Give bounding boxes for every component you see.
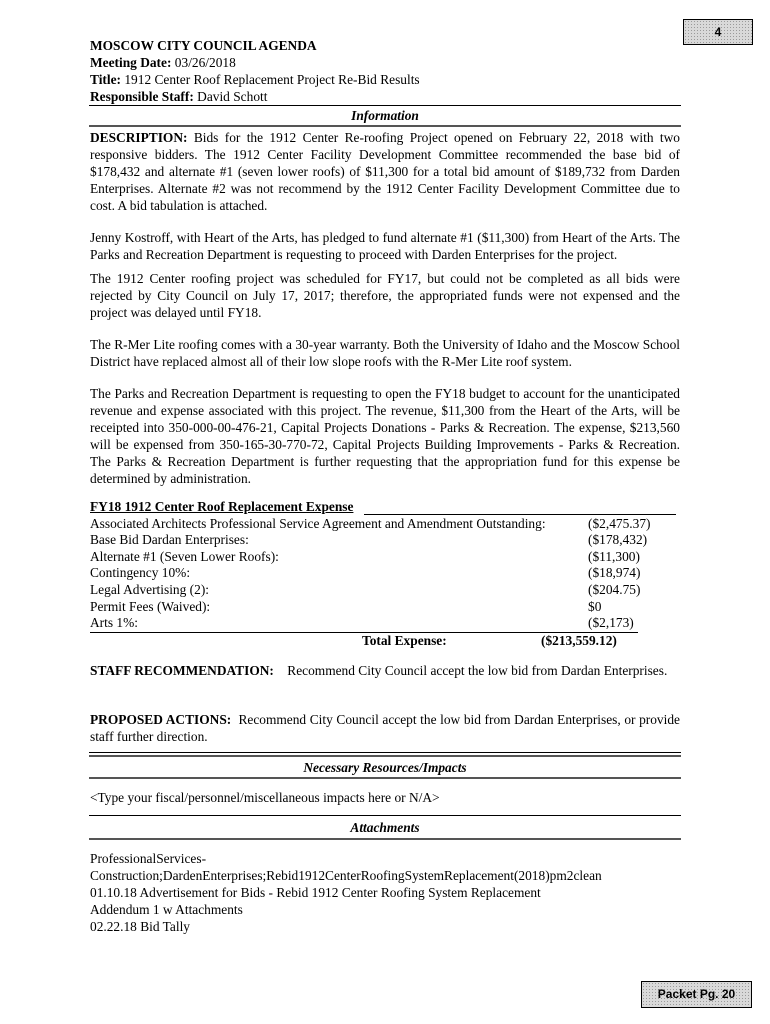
expense-row: [90, 549, 680, 566]
expense-row: [90, 615, 638, 633]
attachment-item: Construction;DardenEnterprises;Rebid1912CenterRoofingSystemReplacement(2018)pm2clean: [90, 868, 602, 883]
meeting-date-label: Meeting Date:: [90, 55, 172, 70]
page-number-badge: 4: [683, 19, 753, 45]
description-text: Bids for the 1912 Center Re-roofing Project opened on February 22, 2018 with two responsive bidders. The 1912 Center Facility Development Committee recommended the base bid of $178,432 and alternate #1 (seven lower roofs) of $11,300 for a total bid amount of $189,732 from Darden Enterprises. Alternate #2 was not recommend by the 1912 Center Facility Development Committee due to cost. A bid tabulation is attached.: [90, 130, 680, 213]
divider: [89, 105, 681, 106]
agenda-title: MOSCOW CITY COUNCIL AGENDA: [90, 38, 317, 53]
expense-row: [90, 516, 680, 533]
expense-total-row: [90, 633, 680, 650]
proposed-actions: [90, 711, 680, 745]
resources-text: <Type your fiscal/personnel/miscellaneous impacts here or N/A>: [90, 790, 440, 805]
attachments-list: [90, 850, 690, 935]
title-underline: [364, 499, 676, 515]
attachment-item: ProfessionalServices-: [90, 851, 207, 866]
expense-row: [90, 582, 680, 599]
staff-value: David Schott: [197, 89, 268, 104]
meeting-date-value: 03/26/2018: [174, 55, 236, 70]
expense-label: Arts 1%:: [90, 615, 138, 631]
expense-amount: ($2,173): [588, 615, 634, 631]
divider: [89, 815, 681, 816]
divider: [89, 755, 681, 757]
expense-label: Contingency 10%:: [90, 565, 191, 581]
expense-row: [90, 599, 680, 616]
expense-label: Base Bid Dardan Enterprises:: [90, 532, 249, 548]
description-paragraph: [90, 129, 680, 214]
proposed-actions-text: Recommend City Council accept the low bid from Dardan Enterprises, or provide staff further direction.: [90, 712, 680, 744]
expense-table: [90, 499, 680, 649]
total-label: Total Expense:: [362, 632, 447, 648]
expense-title: FY18 1912 Center Roof Replacement Expense: [90, 499, 354, 514]
expense-row: [90, 565, 680, 582]
divider: [89, 777, 681, 779]
expense-label: Legal Advertising (2):: [90, 581, 209, 597]
paragraph-warranty: The R-Mer Lite roofing comes with a 30-year warranty. Both the University of Idaho and the Moscow School District have replaced almost all of their low slope roofs with the R-Mer Lite roof system.: [90, 337, 680, 369]
item-title-value: 1912 Center Roof Replacement Project Re-Bid Results: [124, 72, 420, 87]
expense-amount: ($18,974): [588, 565, 641, 581]
expense-label: Alternate #1 (Seven Lower Roofs):: [90, 548, 279, 564]
attachment-item: 02.22.18 Bid Tally: [90, 919, 190, 934]
paragraph-budget: The Parks and Recreation Department is requesting to open the FY18 budget to account for the unanticipated revenue and expense associated with this project. The revenue, $11,300 from the Heart of the Arts, will be receipted into 350-000-00-476-21, Capital Projects Donations - Parks & Recreation. The expense, $213,560 will be expensed from 350-165-30-770-72, Capital Projects Building Improvements - Parks & Recreation. The Parks & Recreation Department is further requesting that the appropriation fund for this expense be determined by administration.: [90, 386, 680, 486]
staff-recommendation-text: Recommend City Council accept the low bid from Dardan Enterprises.: [287, 663, 668, 678]
expense-row: [90, 532, 680, 549]
attachment-item: 01.10.18 Advertisement for Bids - Rebid 1912 Center Roofing System Replacement: [90, 885, 541, 900]
expense-amount: ($2,475.37): [588, 515, 651, 531]
description-label: DESCRIPTION:: [90, 130, 188, 145]
section-attachments: Attachments: [350, 820, 420, 835]
meeting-date-line: [90, 54, 690, 71]
total-amount: ($213,559.12): [541, 632, 617, 648]
staff-recommendation-label: STAFF RECOMMENDATION:: [90, 663, 274, 678]
expense-amount: ($204.75): [588, 581, 641, 597]
staff-label: Responsible Staff:: [90, 89, 194, 104]
expense-title-row: [90, 499, 680, 516]
expense-amount: ($178,432): [588, 532, 648, 548]
section-information: Information: [351, 108, 419, 123]
divider: [89, 752, 681, 753]
paragraph-schedule: The 1912 Center roofing project was scheduled for FY17, but could not be completed as all bids were rejected by City Council on July 17, 2017; therefore, the appropriated funds were not expensed and the project was delayed until FY18.: [90, 271, 680, 320]
divider: [89, 838, 681, 840]
item-title-label: Title:: [90, 72, 121, 87]
expense-amount: ($11,300): [588, 548, 640, 564]
attachment-item: Addendum 1 w Attachments: [90, 902, 243, 917]
divider: [89, 125, 681, 127]
staff-recommendation: [90, 662, 680, 679]
expense-amount: $0: [588, 598, 602, 614]
section-resources: Necessary Resources/Impacts: [303, 760, 467, 775]
paragraph-heart-of-arts: Jenny Kostroff, with Heart of the Arts, has pledged to fund alternate #1 ($11,300) from Heart of the Arts. The Parks and Recreation Department is requesting to proceed with Darden Enterprises for the project.: [90, 230, 680, 262]
staff-line: [90, 88, 690, 105]
proposed-actions-label: PROPOSED ACTIONS:: [90, 712, 232, 727]
agenda-header: [90, 37, 690, 105]
packet-page-badge: Packet Pg. 20: [641, 981, 752, 1008]
expense-label: Permit Fees (Waived):: [90, 598, 211, 614]
item-title-line: [90, 71, 690, 88]
expense-label: Associated Architects Professional Service Agreement and Amendment Outstanding:: [90, 515, 546, 531]
